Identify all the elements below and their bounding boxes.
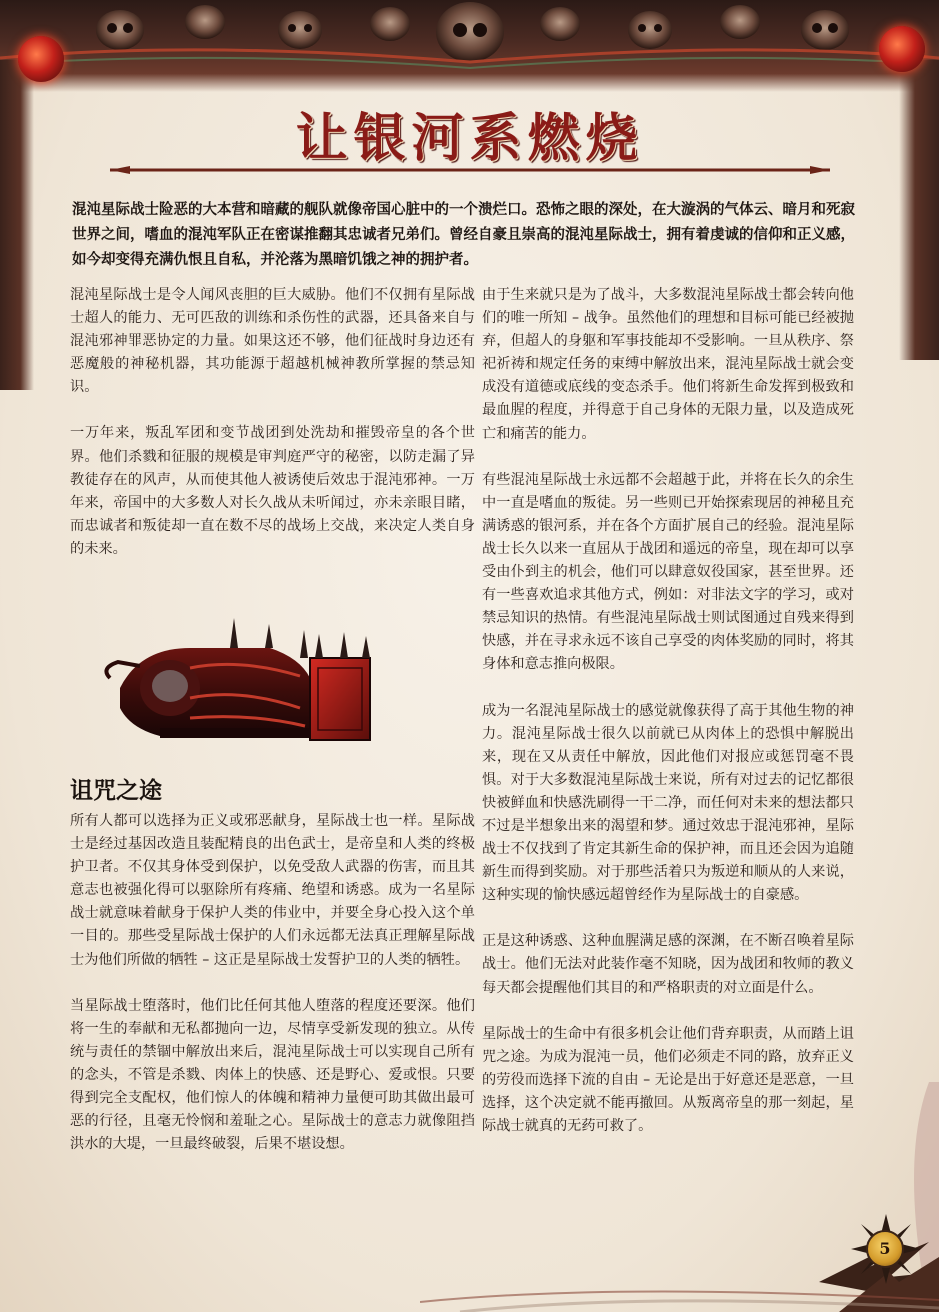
title-divider (110, 166, 830, 174)
paragraph: 混沌星际战士是令人闻风丧胆的巨大威胁。他们不仅拥有星际战士超人的能力、无可匹敌的训练和杀伤性的武器，还具备来自与混沌邪神罪恶协定的力量。如果这还不够，他们征战时身边还有恶魔般的神秘机器，其功能源于超越机械神教所掌握的禁忌知识。 (70, 287, 475, 396)
red-gem-icon (18, 36, 64, 82)
right-column (482, 284, 854, 1161)
left-column-lower (70, 810, 475, 1179)
left-column (70, 284, 475, 584)
paragraph: 当星际战士堕落时，他们比任何其他人堕落的程度还要深。他们将一生的奉献和无私都抛向一边，尽情享受新发现的独立。从传统与责任的禁锢中解放出来后，混沌星际战士可以实现自己所有的念头，不管是杀戮、肉体上的快感、还是野心、爱或恨。只要得到完全支配权，他们惊人的体魄和精神力量便可助其做出最可恶的行径，且毫无怜悯和羞耻之心。星际战士的意志力就像阻挡洪水的大堤，一旦最终破裂，后果不堪设想。 (70, 997, 475, 1153)
top-ornate-border (0, 0, 939, 92)
page-number-badge (851, 1214, 921, 1284)
intro-paragraph: 混沌星际战士险恶的大本营和暗藏的舰队就像帝国心脏中的一个溃烂口。恐怖之眼的深处，在大漩涡的气体云、暗月和死寂世界之间，嗜血的混沌军队正在密谋推翻其忠诚者兄弟们。曾经自豪且崇高的混沌星际战士，拥有着虔诚的信仰和正义感，如今却变得充满仇恨且自私，并沦落为黑暗饥饿之神的拥护者。 (72, 202, 855, 268)
paragraph: 所有人都可以选择为正义或邪恶献身，星际战士也一样。星际战士是经过基因改造且装配精良的出色武士，是帝皇和人类的终极护卫者。不仅其身体受到保护，以免受敌人武器的伤害，而且其意志也被强化得可以驱除所有疼痛、绝望和诱惑。成为一名星际战士就意味着献身于保护人类的伟业中，并要全身心投入这个单一目的。那些受星际战士保护的人们永远都无法真正理解星际战士为他们所做的牺牲 – 这正是星际战士发誓护卫的人类的牺牲。 (70, 813, 475, 968)
section-heading: 诅咒之途 (70, 777, 162, 804)
page-number: 5 (866, 1230, 904, 1268)
page-title: 让银河系燃烧 (295, 108, 644, 169)
skull-frieze-icon (0, 0, 939, 70)
paragraph: 有些混沌星际战士永远都不会超越于此，并将在长久的余生中一直是嗜血的叛徒。另一些则已开始探索现居的神秘且充满诱惑的银河系，并在各个方面扩展自己的经验。混沌星际战士长久以来一直屈从于战团和遥远的帝皇，现在却可以享受由仆到主的机会，他们可以肆意奴役国家，甚至世界。还有一些喜欢追求其他方式，例如：对非法文字的学习，或对禁忌知识的热情。有些混沌星际战士则试图通过自残来得到快感，并在寻求永远不该自己享受的肉体奖励的同时，将其身体和意志推向极限。 (482, 471, 854, 673)
chaos-vehicle-illustration (100, 618, 430, 746)
paragraph: 正是这种诱惑、这种血腥满足感的深渊，在不断召唤着星际战士。他们无法对此装作毫不知晓，因为战团和牧师的教义每天都会提醒他们其目的和严格职责的对立面是什么。 (482, 933, 854, 996)
paragraph: 星际战士的生命中有很多机会让他们背弃职责，从而踏上诅咒之途。为成为混沌一员，他们必须走不同的路，放弃正义的劳役而选择下流的自由 – 无论是出于好意还是恶意，一旦选择，这个决定就不能再撤回。从叛离帝皇的那一刻起，星际战士就真的无药可救了。 (482, 1025, 854, 1134)
red-gem-icon (879, 26, 925, 72)
paragraph: 一万年来，叛乱军团和变节战团到处洗劫和摧毁帝皇的各个世界。他们杀戮和征服的规模是审判庭严守的秘密，以防走漏了异教徒存在的风声，从而使其他人被诱使后效忠于混沌邪神。一万年来，帝国中的大多数人对长久战从未听闻过，亦未亲眼目睹，而忠诚者和叛徒却一直在数不尽的战场上交战，来决定人类自身的未来。 (70, 425, 475, 557)
paragraph: 由于生来就只是为了战斗，大多数混沌星际战士都会转向他们的唯一所知 – 战争。虽然他们的理想和目标可能已经被抛弃，但超人的身躯和军事技能却不受影响。一旦从秩序、祭祀祈祷和规定任务的束缚中解放出来，混沌星际战士就会变成没有道德或底线的变态杀手。他们将新生命发挥到极致和最血腥的程度，并得意于自己身体的无限力量，以及造成死亡和痛苦的能力。 (482, 287, 854, 442)
paragraph: 成为一名混沌星际战士的感觉就像获得了高于其他生物的神力。混沌星际战士很久以前就已从肉体上的恐惧中解脱出来，现在又从责任中解放，因此他们对报应或惩罚毫不畏惧。对于大多数混沌星际战士来说，所有对过去的记忆都很快被鲜血和快感洗刷得一干二净，而任何对未来的想法都只不过是半想象出来的渴望和梦。通过效忠于混沌邪神，星际战士不仅找到了肯定其新生命的保护神，而且还会因为追随新生而得到奖励。对于那些活着只为叛逆和顺从的人来说，这种实现的愉快感远超曾经作为星际战士的自豪感。 (482, 702, 854, 904)
